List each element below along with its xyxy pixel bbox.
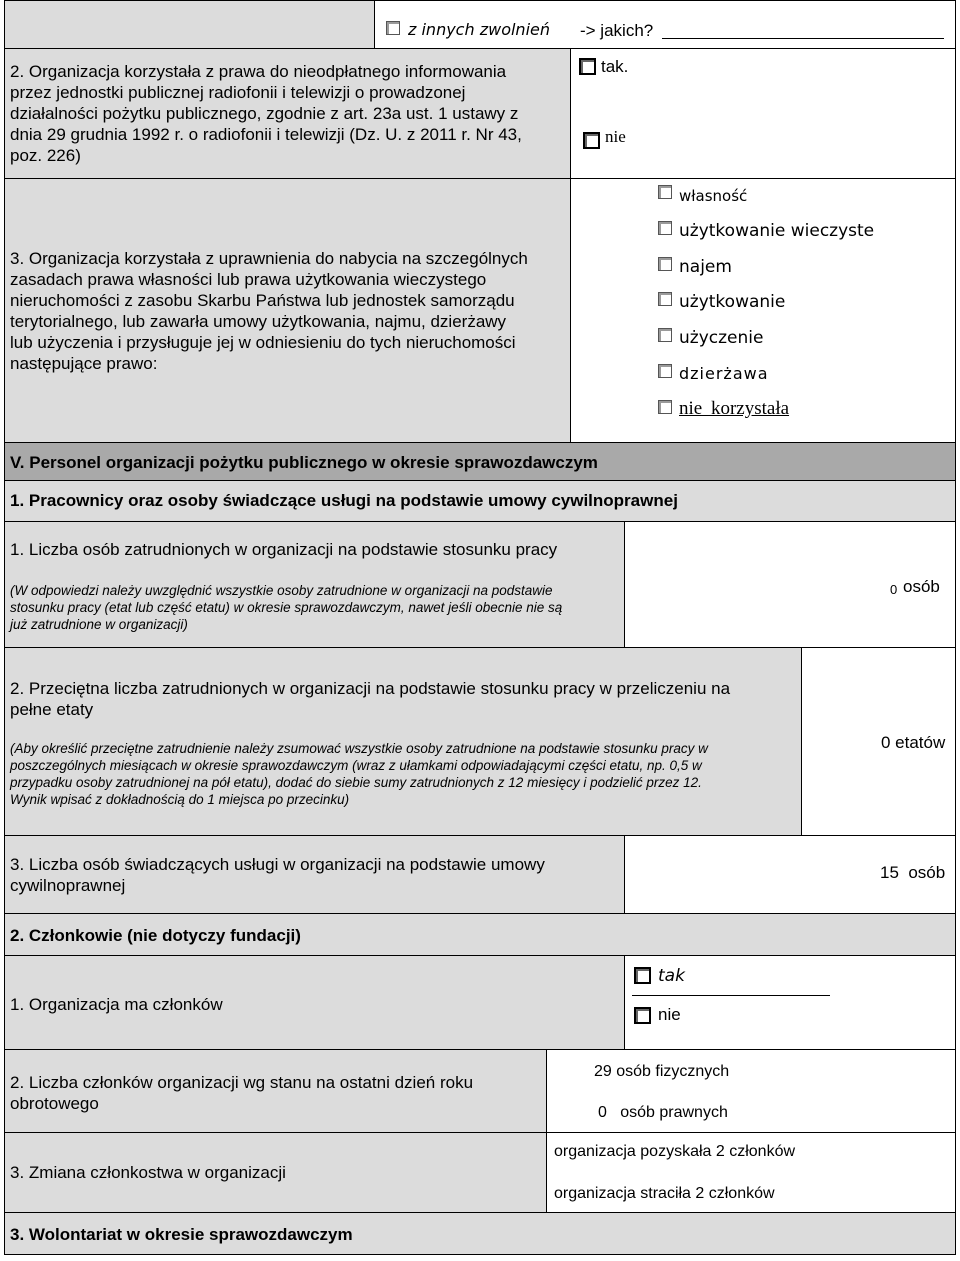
q2-yes-checkbox[interactable] bbox=[579, 58, 596, 75]
p2-note: (Aby określić przeciętne zatrudnienie należy zsumować wszystkie osoby zatrudnione na podstawie stosunku pracy w poszczególnych miesiącach w okresie sprawozdawczym (wraz z ułamkami odpowiadającymi części etatu, np. 0,5 w przypadku osoby zatrudnionej na pół etatu), dodać do siebie sumy zatrudnionych z 12 miesięcy i podzielić przez 12. Wynik wpisać z dokładnością do 1 miejsca po przecinku) bbox=[10, 741, 708, 807]
q2-question-text: 2. Organizacja korzystała z prawa do nieodpłatnego informowania przez jednostki publicznej radiofonii i telewizji o prowadzonej działalności pożytku publicznego, zgodnie z art. 23a ust. 1 ustawy z dnia 29 grudnia 1992 r. o radiofonii i telewizji (Dz. U. z 2011 r. Nr 43, poz. 226) bbox=[10, 62, 522, 165]
property-perpetual-usufruct-label: użytkowanie wieczyste bbox=[679, 221, 875, 241]
other-exemptions-checkbox[interactable] bbox=[386, 21, 400, 35]
q2-yes-label: tak. bbox=[601, 57, 629, 76]
m1-yes-checkbox[interactable] bbox=[634, 967, 651, 984]
section-v-title: V. Personel organizacji pożytku publicznego w okresie sprawozdawczym bbox=[10, 453, 598, 472]
top-left-cell bbox=[4, 0, 375, 49]
which-label: -> jakich? bbox=[580, 21, 654, 40]
property-not-used-checkbox[interactable] bbox=[658, 400, 672, 414]
m2-legal-persons[interactable]: 0 osób prawnych bbox=[598, 1104, 728, 1121]
p2-label: 2. Przeciętna liczba zatrudnionych w organizacji na podstawie stosunku pracy w przeliczeniu na pełne etaty bbox=[10, 679, 731, 719]
property-lease-label: najem bbox=[679, 257, 732, 277]
property-loan-for-use-label: użyczenie bbox=[679, 328, 764, 348]
p3-value[interactable]: 15 osób bbox=[880, 863, 946, 882]
p1-note: (W odpowiedzi należy uwzględnić wszystkie osoby zatrudnione w organizacji na podstawie stosunku pracy (etat lub część etatu) w okresie sprawozdawczym, nawet jeśli obecnie nie są już zatrudnione w organizacji) bbox=[10, 583, 563, 632]
property-usufruct-label: użytkowanie bbox=[679, 292, 786, 312]
property-perpetual-usufruct-checkbox[interactable] bbox=[658, 221, 672, 235]
m1-no-label: nie bbox=[658, 1005, 681, 1024]
property-loan-for-use-checkbox[interactable] bbox=[658, 328, 672, 342]
property-tenancy-label: dzierżawa bbox=[679, 364, 769, 383]
property-usufruct-checkbox[interactable] bbox=[658, 292, 672, 306]
m1-no-checkbox[interactable] bbox=[634, 1007, 651, 1024]
sub1-title: 1. Pracownicy oraz osoby świadczące usługi na podstawie umowy cywilnoprawnej bbox=[10, 491, 678, 510]
p1-label: 1. Liczba osób zatrudnionych w organizacji na podstawie stosunku pracy bbox=[10, 540, 558, 559]
which-answer-line[interactable] bbox=[662, 38, 944, 39]
m3-lost[interactable]: organizacja straciła 2 członków bbox=[554, 1185, 775, 1202]
p1-unit: osób bbox=[903, 577, 940, 596]
m3-label: 3. Zmiana członkostwa w organizacji bbox=[10, 1163, 286, 1182]
q2-no-label: nie bbox=[605, 127, 626, 146]
property-ownership-checkbox[interactable] bbox=[658, 185, 672, 199]
m2-label: 2. Liczba członków organizacji wg stanu na ostatni dzień roku obrotowego bbox=[10, 1073, 474, 1113]
p1-value[interactable]: 0 bbox=[890, 582, 898, 597]
property-ownership-label: własność bbox=[679, 187, 748, 205]
m1-yes-label: tak bbox=[658, 966, 685, 986]
property-not-used-label: nie korzystała bbox=[679, 398, 790, 419]
property-tenancy-checkbox[interactable] bbox=[658, 364, 672, 378]
m1-separator-line bbox=[632, 995, 830, 996]
p2-value[interactable]: 0 etatów bbox=[881, 733, 946, 752]
m3-gained[interactable]: organizacja pozyskała 2 członków bbox=[554, 1143, 796, 1160]
m2-physical-persons[interactable]: 29 osób fizycznych bbox=[594, 1063, 730, 1080]
q2-no-checkbox[interactable] bbox=[583, 132, 600, 149]
m1-label: 1. Organizacja ma członków bbox=[10, 995, 223, 1014]
q2-answer-cell bbox=[571, 49, 956, 179]
other-exemptions-label: z innych zwolnień bbox=[408, 20, 550, 39]
p3-label: 3. Liczba osób świadczących usługi w organizacji na podstawie umowy cywilnoprawnej bbox=[10, 855, 545, 895]
q3-question-text: 3. Organizacja korzystała z uprawnienia do nabycia na szczególnych zasadach prawa własności lub prawa użytkowania wieczystego nieruchomości z zasobu Skarbu Państwa lub jednostek samorządu terytorialnego, lub zawarła umowy użytkowania, najmu, dzierżawy lub użyczenia i przysługuje jej w odniesieniu do tych nieruchomości następujące prawo: bbox=[10, 249, 528, 373]
sub2-title: 2. Członkowie (nie dotyczy fundacji) bbox=[10, 926, 301, 945]
sub3-title: 3. Wolontariat w okresie sprawozdawczym bbox=[10, 1225, 353, 1244]
property-lease-checkbox[interactable] bbox=[658, 257, 672, 271]
